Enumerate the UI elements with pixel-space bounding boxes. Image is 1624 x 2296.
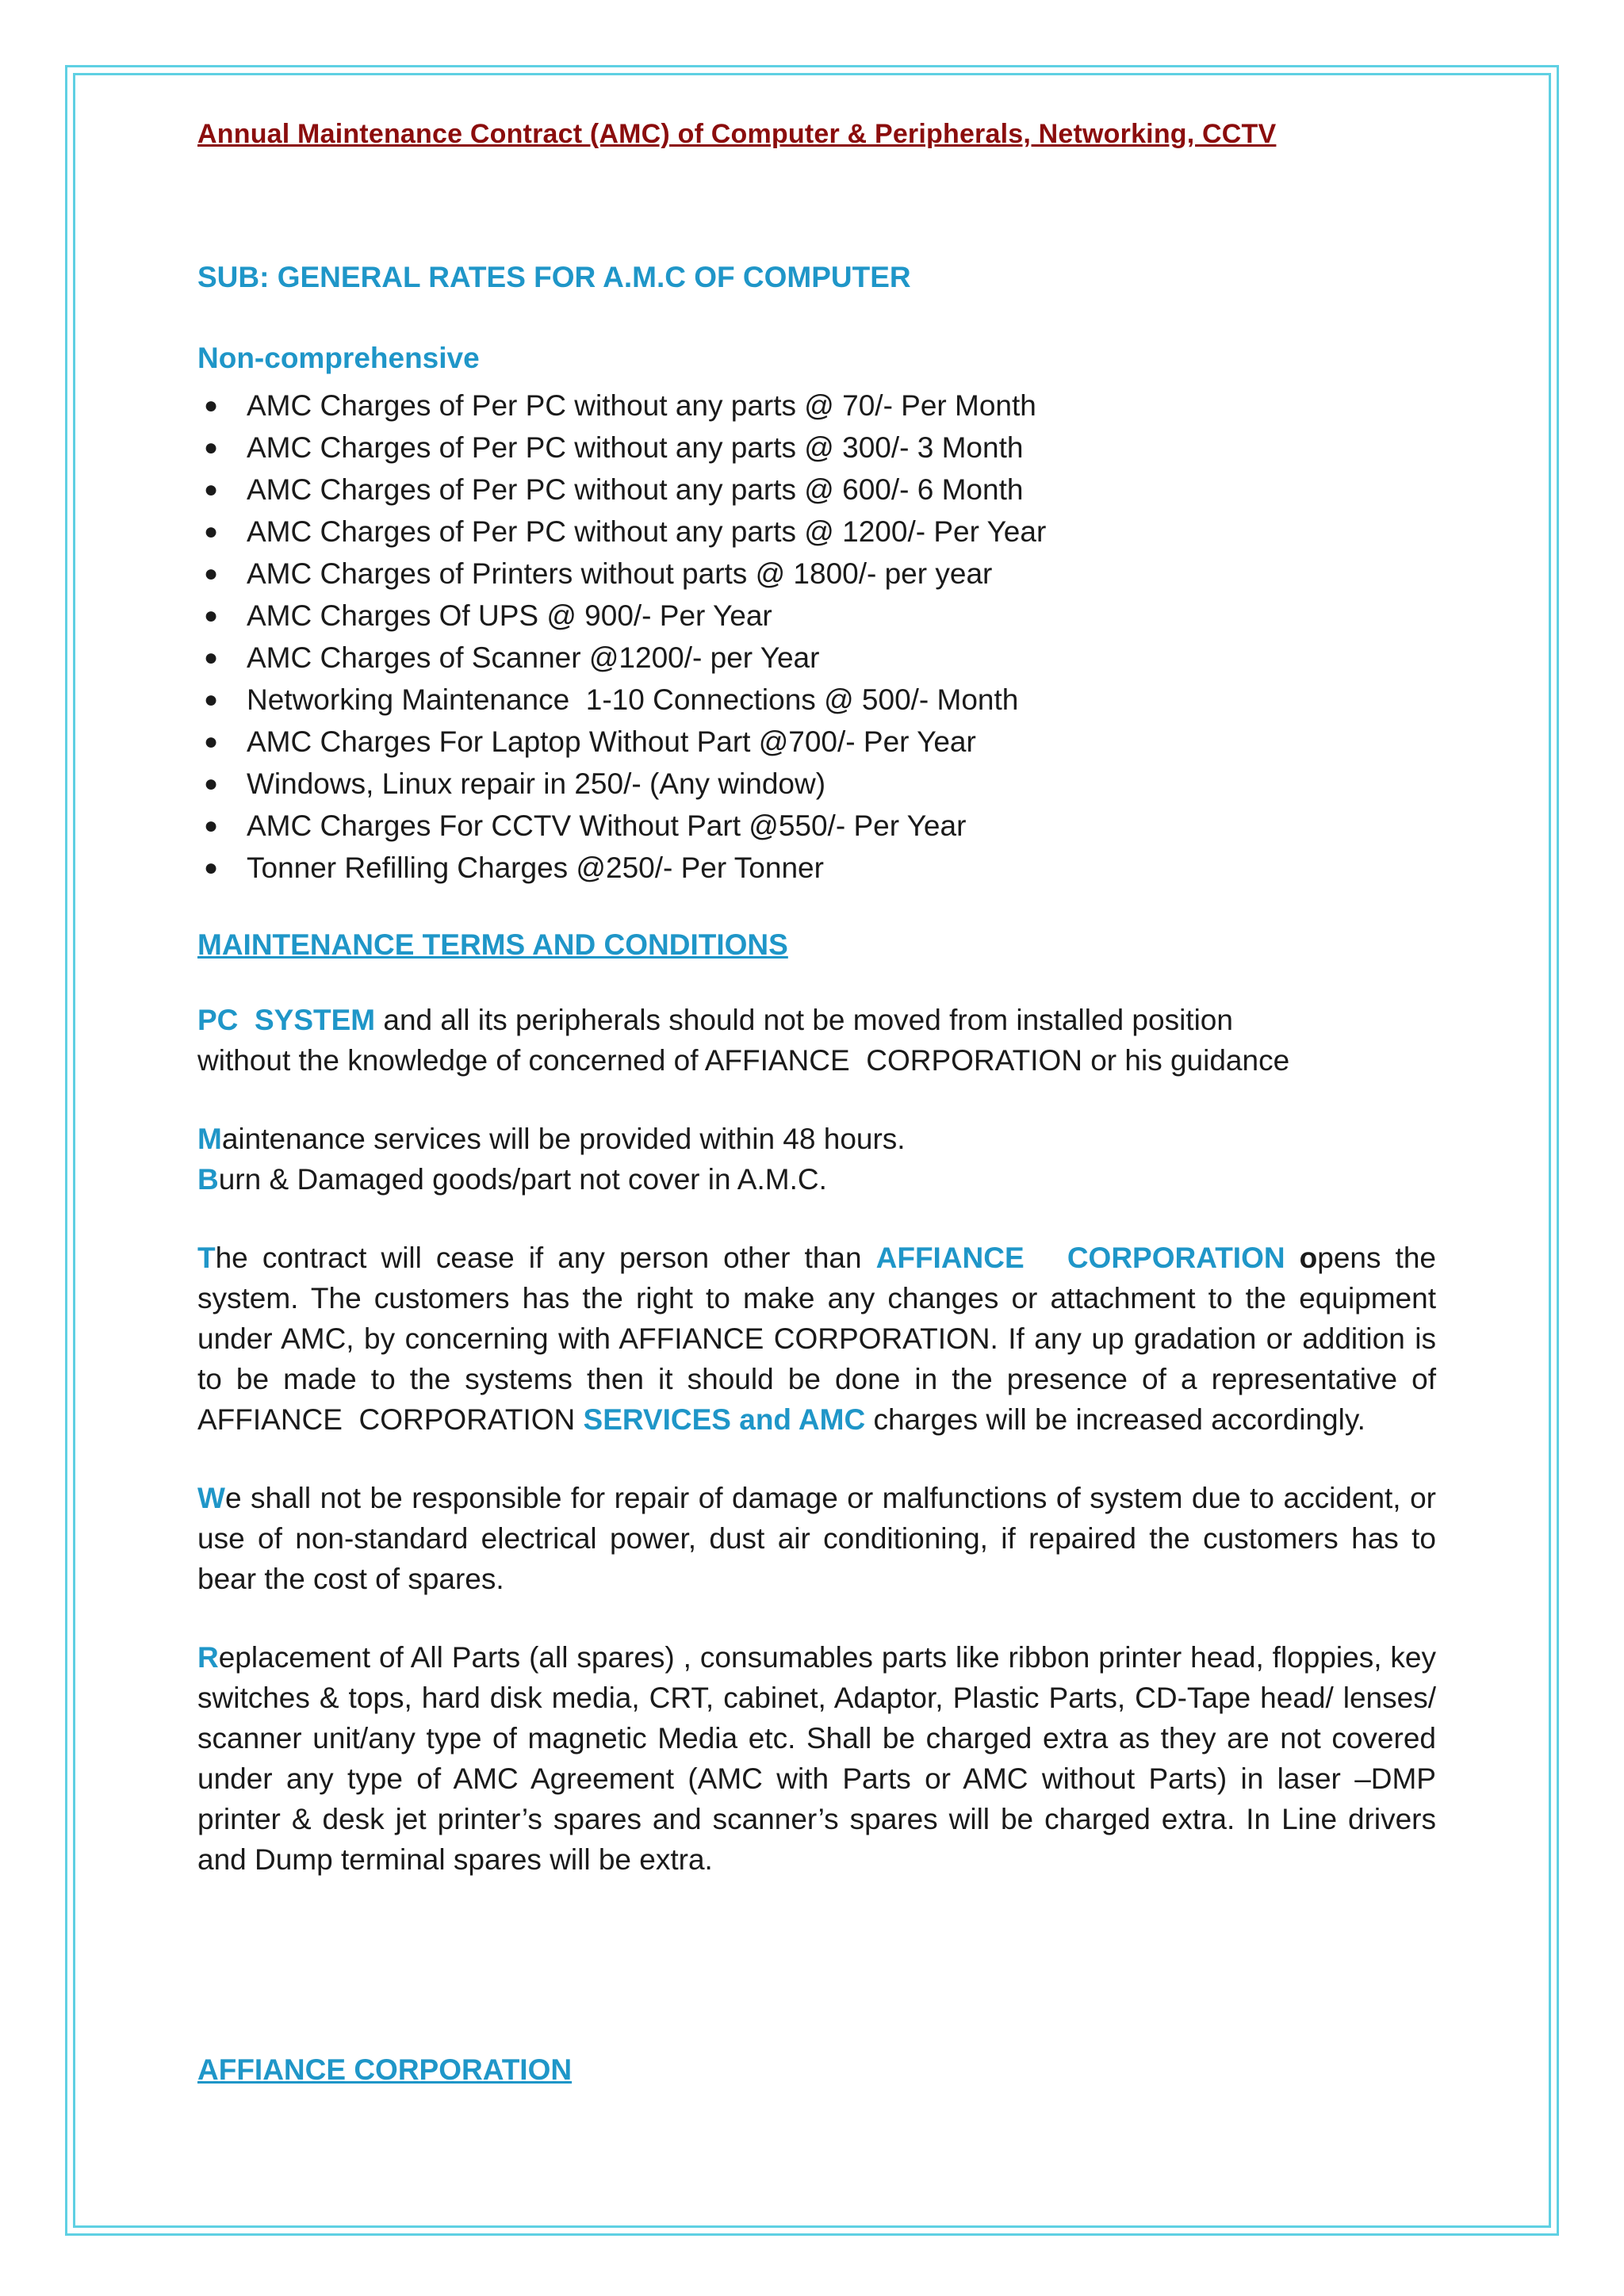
burn-text: urn & Damaged goods/part not cover in A.M.C. bbox=[218, 1163, 827, 1196]
services-amc-label: SERVICES and AMC bbox=[583, 1403, 866, 1436]
rate-item bbox=[197, 469, 1436, 511]
dropcap-b: B bbox=[197, 1163, 219, 1196]
contract-text-2: pens the system. The customers has the right to make any changes or attachment to the equipment under AMC, by concerning with AFFIANCE CORPORATION. If any up gradation or addition is to be made to the systems then it should be done in the presence of a representative of AFFIANCE CORPORATION bbox=[197, 1242, 1445, 1436]
bullet-icon: ● bbox=[204, 645, 219, 671]
rate-item bbox=[197, 847, 1436, 889]
rate-text: AMC Charges For CCTV Without Part @550/- Per Year bbox=[247, 809, 967, 842]
rate-item bbox=[197, 679, 1436, 721]
rate-item bbox=[197, 721, 1436, 763]
bold-o: o bbox=[1299, 1242, 1318, 1274]
bullet-icon: ● bbox=[204, 855, 219, 881]
rate-text: Windows, Linux repair in 250/- (Any window) bbox=[247, 767, 826, 800]
rate-text: Networking Maintenance 1-10 Connections @ 500/- Month bbox=[247, 683, 1019, 716]
bullet-icon: ● bbox=[204, 771, 219, 797]
rates-list bbox=[197, 385, 1436, 889]
rate-text: AMC Charges of Printers without parts @ 1800/- per year bbox=[247, 557, 993, 590]
rate-text: Tonner Refilling Charges @250/- Per Tonner bbox=[247, 851, 824, 884]
rate-item bbox=[197, 595, 1436, 637]
bullet-icon: ● bbox=[204, 519, 219, 545]
dropcap-r: R bbox=[197, 1641, 219, 1674]
bullet-icon: ● bbox=[204, 476, 219, 503]
rate-text: AMC Charges of Per PC without any parts @ 70/- Per Month bbox=[247, 389, 1036, 422]
rate-text: AMC Charges Of UPS @ 900/- Per Year bbox=[247, 599, 772, 632]
contract-text-3: charges will be increased accordingly. bbox=[865, 1403, 1365, 1436]
paragraph-pc-system bbox=[197, 1000, 1436, 1081]
paragraph-burn bbox=[197, 1159, 1436, 1200]
paragraph-replacement bbox=[197, 1637, 1436, 1880]
rate-text: AMC Charges For Laptop Without Part @700/- Per Year bbox=[247, 725, 976, 758]
bullet-icon: ● bbox=[204, 729, 219, 755]
rate-text: AMC Charges of Per PC without any parts @ 600/- 6 Month bbox=[247, 473, 1024, 506]
subject-heading: SUB: GENERAL RATES FOR A.M.C OF COMPUTER bbox=[197, 261, 911, 293]
footer-company-name: AFFIANCE CORPORATION bbox=[197, 2053, 573, 2086]
rate-item bbox=[197, 385, 1436, 427]
bullet-icon: ● bbox=[204, 392, 219, 419]
non-comprehensive-heading: Non-comprehensive bbox=[197, 342, 480, 374]
company-name-inline: AFFIANCE CORPORATION bbox=[875, 1242, 1300, 1274]
maintenance-text: aintenance services will be provided within 48 hours. bbox=[221, 1123, 906, 1155]
terms-heading: MAINTENANCE TERMS AND CONDITIONS bbox=[197, 928, 788, 961]
replacement-text: eplacement of All Parts (all spares) , consumables parts like ribbon printer head, floppies, key switches & tops, hard disk media, CRT, cabinet, Adaptor, Plastic Parts, CD-Tape head/ lenses/ scanner unit/any type of magnetic Media etc. Shall be charged extra as they are not covered under any type of AMC Agreement (AMC with Parts or AMC without Parts) in laser –DMP printer & desk jet printer’s spares and scanner’s spares will be charged extra. In Line drivers and Dump terminal spares will be extra. bbox=[197, 1641, 1436, 1876]
dropcap-m: M bbox=[197, 1123, 222, 1155]
responsibility-text: e shall not be responsible for repair of damage or malfunctions of system due to accident, or use of non-standard electrical power, dust air conditioning, if repaired the customers has to bear the cost of spares. bbox=[197, 1482, 1436, 1595]
rate-item bbox=[197, 763, 1436, 805]
pc-system-label: PC SYSTEM bbox=[197, 1004, 376, 1036]
paragraph-responsibility bbox=[197, 1478, 1436, 1599]
bullet-icon: ● bbox=[204, 434, 219, 461]
rate-item bbox=[197, 511, 1436, 553]
pc-system-text-line1: and all its peripherals should not be moved from installed position bbox=[375, 1004, 1233, 1036]
pc-system-text-line2: without the knowledge of concerned of AFFIANCE CORPORATION or his guidance bbox=[197, 1044, 1290, 1077]
bullet-icon: ● bbox=[204, 561, 219, 587]
rate-item bbox=[197, 805, 1436, 847]
paragraph-contract bbox=[197, 1238, 1445, 1440]
bullet-icon: ● bbox=[204, 603, 219, 629]
bullet-icon: ● bbox=[204, 813, 219, 839]
rate-item bbox=[197, 637, 1436, 679]
rate-item bbox=[197, 553, 1436, 595]
dropcap-w: W bbox=[197, 1482, 225, 1514]
document-title: Annual Maintenance Contract (AMC) of Computer & Peripherals, Networking, CCTV bbox=[197, 119, 1277, 149]
rate-text: AMC Charges of Scanner @1200/- per Year bbox=[247, 641, 820, 674]
bullet-icon: ● bbox=[204, 687, 219, 713]
paragraph-maintenance bbox=[197, 1119, 1436, 1159]
document-body bbox=[197, 119, 1445, 1880]
contract-text-1: he contract will cease if any person other than bbox=[215, 1242, 876, 1274]
rate-text: AMC Charges of Per PC without any parts @ 1200/- Per Year bbox=[247, 515, 1047, 548]
rate-text: AMC Charges of Per PC without any parts @ 300/- 3 Month bbox=[247, 431, 1024, 464]
dropcap-t: T bbox=[197, 1242, 216, 1274]
rate-item bbox=[197, 427, 1436, 469]
